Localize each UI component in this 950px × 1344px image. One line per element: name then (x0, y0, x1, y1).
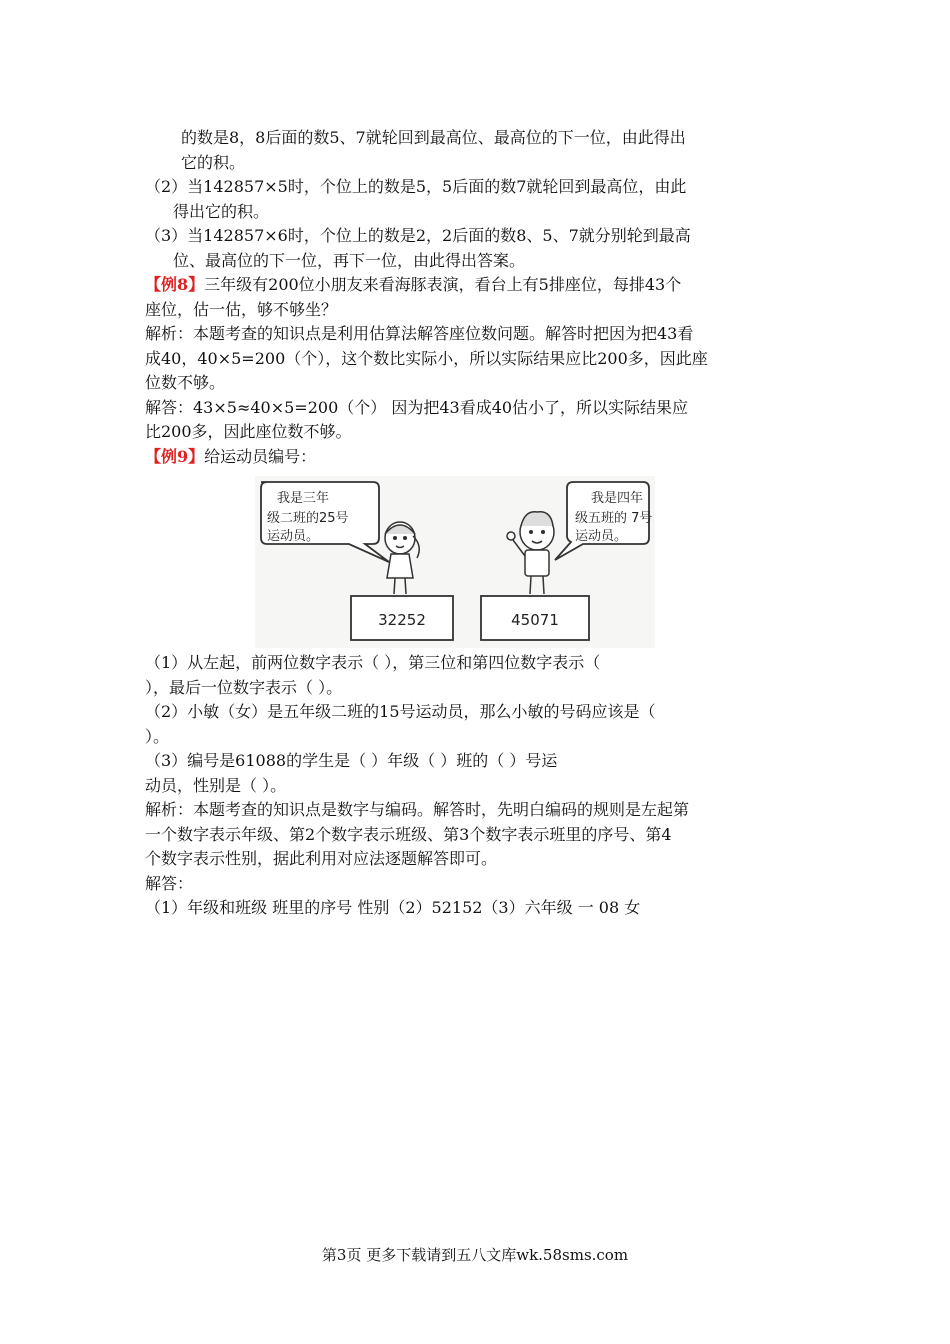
example-8-solution-line-2: 比200多，因此座位数不够。 (145, 422, 352, 441)
right-athlete-number: 45071 (511, 611, 559, 629)
example-9-question (145, 445, 809, 470)
example-9-answer-label: 解答： (145, 873, 194, 893)
example-9-q1-line-2: ），最后一位数字表示（ ）。 (145, 677, 343, 697)
right-number-board (481, 596, 589, 640)
left-number-board (351, 596, 453, 640)
intro-part3-line-1: （3）当142857×6时，个位上的数是2，2后面的数8、5、7就分别轮到最高 (145, 226, 691, 245)
example-9-q1-line-1: （1）从左起，前两位数字表示（ ），第三位和第四位数字表示（ (145, 653, 601, 672)
intro-part2-line-2: 得出它的积。 (173, 201, 270, 221)
example-9-analysis-line-3: 个数字表示性别，据此利用对应法逐题解答即可。 (145, 849, 498, 868)
page-footer: 第3页 更多下载请到五八文库wk.58sms.com (321, 1246, 629, 1264)
intro-part2-line-1: （2）当142857×5时，个位上的数是5，5后面的数7就轮回到最高位，由此 (145, 177, 687, 196)
example-8-question-text: 三年级有200位小朋友来看海豚表演，看台上有5排座位，每排43个 (204, 275, 682, 294)
example-9-analysis-line-1: 解析：本题考查的知识点是数字与编码。解答时，先明白编码的规则是左起第 (145, 800, 690, 819)
left-bubble-line-2: 级二班的25号 (267, 511, 349, 526)
example-9-q2-line-1: （2）小敏（女）是五年级二班的15号运动员，那么小敏的号码应该是（ (145, 702, 656, 721)
example-8-label: 【例8】 (145, 275, 205, 294)
left-bubble-line-3: 运动员。 (267, 529, 320, 544)
example-9-q3-line-1: （3）编号是61088的学生是（ ）年级（ ）班的（ ）号运 (145, 751, 558, 770)
example-8-question-line-1 (145, 273, 809, 298)
athlete-numbering-figure (255, 476, 655, 648)
example-8-analysis-line-3: 位数不够。 (145, 373, 226, 392)
left-bubble-line-1: 我是三年 (277, 491, 330, 506)
left-athlete-number: 32252 (378, 611, 426, 629)
example-8-analysis-line-1: 解析：本题考查的知识点是利用估算法解答座位数问题。解答时把因为把43看 (145, 324, 694, 343)
example-9-q3-line-2: 动员，性别是（ ）。 (145, 775, 287, 795)
example-9-q2-line-2: ）。 (145, 726, 170, 746)
right-bubble-line-3: 运动员。 (575, 529, 628, 544)
right-bubble-line-2: 级五班的 7号 (575, 511, 653, 526)
example-9-question-text: 给运动员编号： (204, 446, 317, 466)
example-8-question-line-2: 座位，估一估，够不够坐？ (145, 299, 338, 319)
right-bubble-line-1: 我是四年 (591, 491, 644, 506)
example-9-answer: （1）年级和班级 班里的序号 性别（2）52152（3）六年级 一 08 女 (145, 898, 641, 917)
example-8-analysis-line-2: 成40，40×5=200（个），这个数比实际小，所以实际结果应比200多，因此座 (145, 348, 708, 368)
example-9-analysis-line-2: 一个数字表示年级、第2个数字表示班级、第3个数字表示班里的序号、第4 (145, 824, 672, 844)
intro-part3-line-2: 位、最高位的下一位，再下一位，由此得出答案。 (173, 250, 526, 270)
intro-line-1: 的数是8，8后面的数5、7就轮回到最高位、最高位的下一位，由此得出 (181, 128, 686, 147)
example-8-solution-line-1: 解答：43×5≈40×5=200（个） 因为把43看成40估小了，所以实际结果应 (145, 397, 689, 417)
example-9-label: 【例9】 (145, 446, 205, 466)
intro-line-2: 它的积。 (181, 152, 246, 172)
